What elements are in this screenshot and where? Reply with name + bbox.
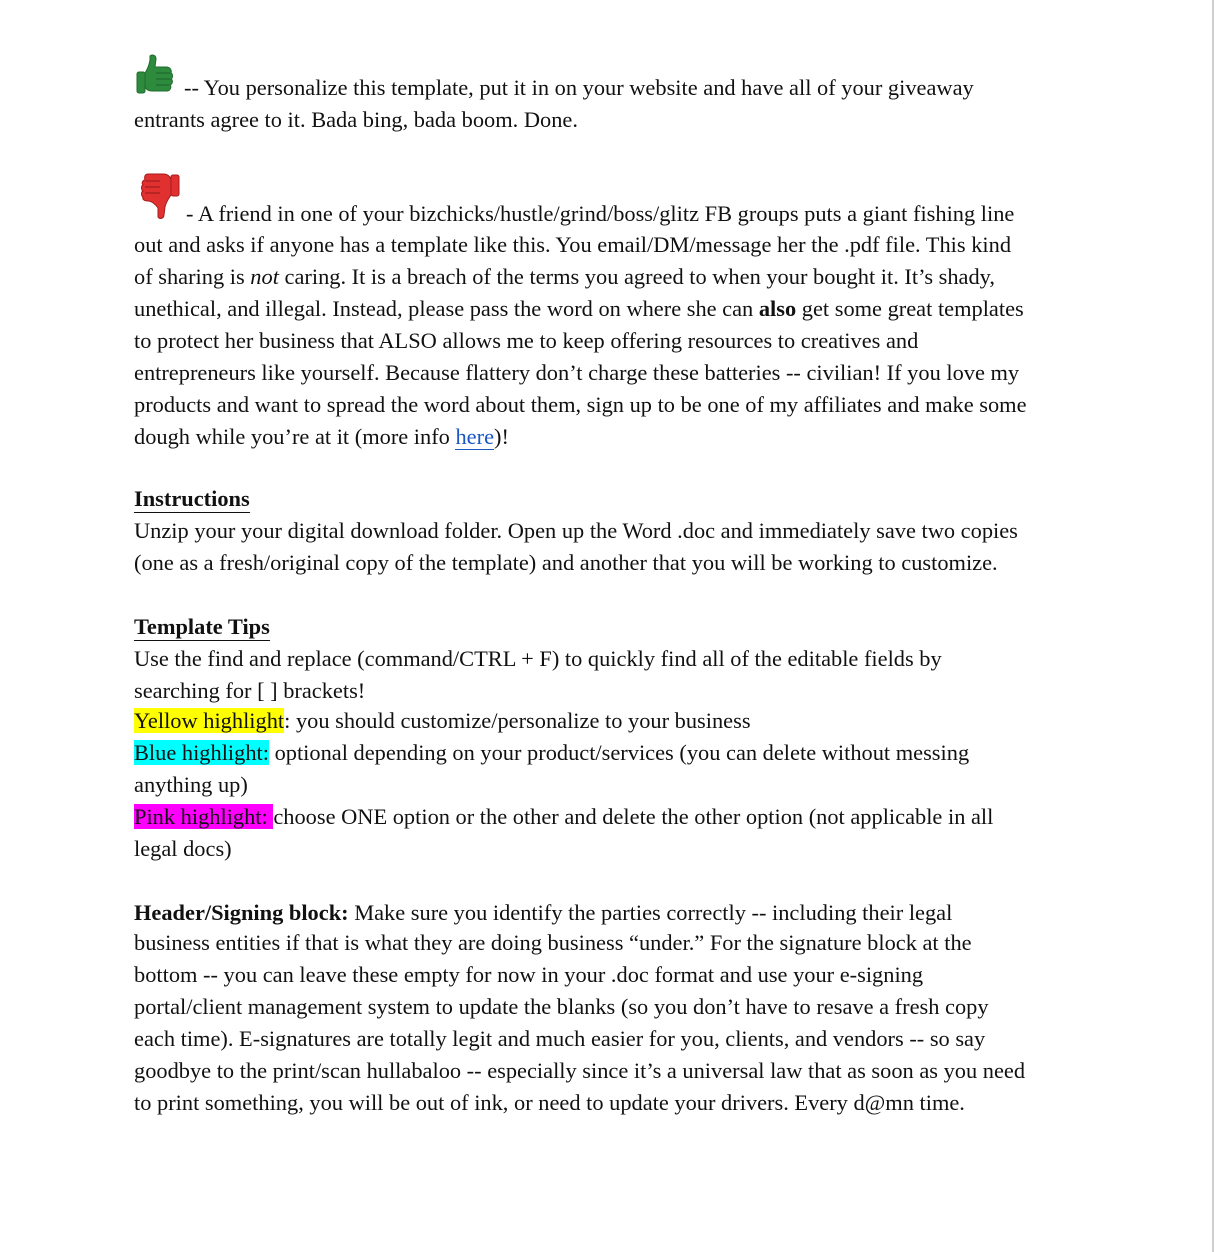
instructions-heading [134, 483, 250, 515]
bad-line-1: - A friend in one of your bizchicks/hustle/grind/boss/glitz FB groups puts a giant fishing line [186, 201, 1015, 226]
tips-yellow-line [134, 705, 751, 737]
tips-line-2: searching for [ ] brackets! [134, 678, 366, 703]
header-block-line-3: bottom -- you can leave these empty for now in your .doc format and use your e-signing [134, 962, 924, 987]
good-line-1: -- You personalize this template, put it in on your website and have all of your giveaway [184, 75, 974, 100]
bad-line-2: out and asks if anyone has a template like this. You email/DM/message her the .pdf file. This kind [134, 232, 1012, 257]
page-edge-line [1212, 0, 1214, 1252]
bad-line-4-b: get some great templates [796, 296, 1024, 321]
yellow-highlight-label: Yellow highlight [134, 708, 285, 733]
tips-line-1: Use the find and replace (command/CTRL + F) to quickly find all of the editable fields by [134, 646, 942, 671]
tips-pink-line-2: legal docs) [134, 836, 232, 861]
tips-heading-text: Template Tips [134, 614, 270, 639]
bad-line-6: entrepreneurs like yourself. Because flattery don’t charge these batteries -- civilian! If you love my [134, 360, 1020, 385]
header-block-line-5: each time). E-signatures are totally legit and much easier for you, clients, and vendors -- so say [134, 1026, 986, 1051]
header-block-line-4: portal/client management system to update the blanks (so you don’t have to resave a fresh copy [134, 994, 989, 1019]
tips-blue-line [134, 737, 969, 769]
thumbs-up-icon [134, 52, 176, 100]
pink-highlight-text: choose ONE option or the other and delete the other option (not applicable in all [273, 804, 994, 829]
tips-pink-line [134, 801, 993, 833]
bad-line-7: products and want to spread the word about them, sign up to be one of my affiliates and make some [134, 392, 1027, 417]
header-block-line-1-text: Make sure you identify the parties correctly -- including their legal [348, 900, 953, 925]
bad-line-5: to protect her business that ALSO allows me to keep offering resources to creatives and [134, 328, 919, 353]
instructions-heading-text: Instructions [134, 486, 250, 511]
tips-heading [134, 611, 270, 643]
header-block-line-7: to print something, you will be out of ink, or need to update your drivers. Every d@mn time. [134, 1090, 965, 1115]
pink-highlight-label: Pink highlight: [134, 804, 274, 829]
header-block-line-1 [134, 897, 952, 929]
header-block-line-2: business entities if that is what they are doing business “under.” For the signature block at the [134, 930, 972, 955]
bad-line-4-also: also [758, 296, 797, 321]
bad-line-8 [134, 421, 509, 453]
blue-highlight-label: Blue highlight: [134, 740, 269, 765]
bad-line-8-a: dough while you’re at it (more info [134, 424, 456, 449]
affiliate-here-link[interactable]: here [455, 424, 495, 449]
header-block-heading: Header/Signing block: [134, 900, 349, 925]
instructions-line-1: Unzip your your digital download folder. Open up the Word .doc and immediately save two copies [134, 518, 1018, 543]
bad-line-3 [134, 261, 995, 293]
bad-line-3-a: of sharing is [134, 264, 251, 289]
bad-line-3-b: caring. It is a breach of the terms you agreed to when your bought it. It’s shady, [278, 264, 996, 289]
instructions-line-2: (one as a fresh/original copy of the template) and another that you will be working to customize. [134, 550, 998, 575]
thumbs-down-icon [134, 168, 182, 222]
bad-line-4-a: unethical, and illegal. Instead, please pass the word on where she can [134, 296, 759, 321]
good-line-2: entrants agree to it. Bada bing, bada boom. Done. [134, 107, 578, 132]
bad-line-3-not: not [250, 264, 279, 289]
yellow-highlight-text: : you should customize/personalize to your business [284, 708, 751, 733]
bad-line-4 [134, 293, 1024, 325]
blue-highlight-text: optional depending on your product/services (you can delete without messing [268, 740, 970, 765]
bad-line-8-b: )! [494, 424, 509, 449]
tips-blue-line-2: anything up) [134, 772, 248, 797]
header-block-line-6: goodbye to the print/scan hullabaloo -- especially since it’s a universal law that as soon as you need [134, 1058, 1026, 1083]
